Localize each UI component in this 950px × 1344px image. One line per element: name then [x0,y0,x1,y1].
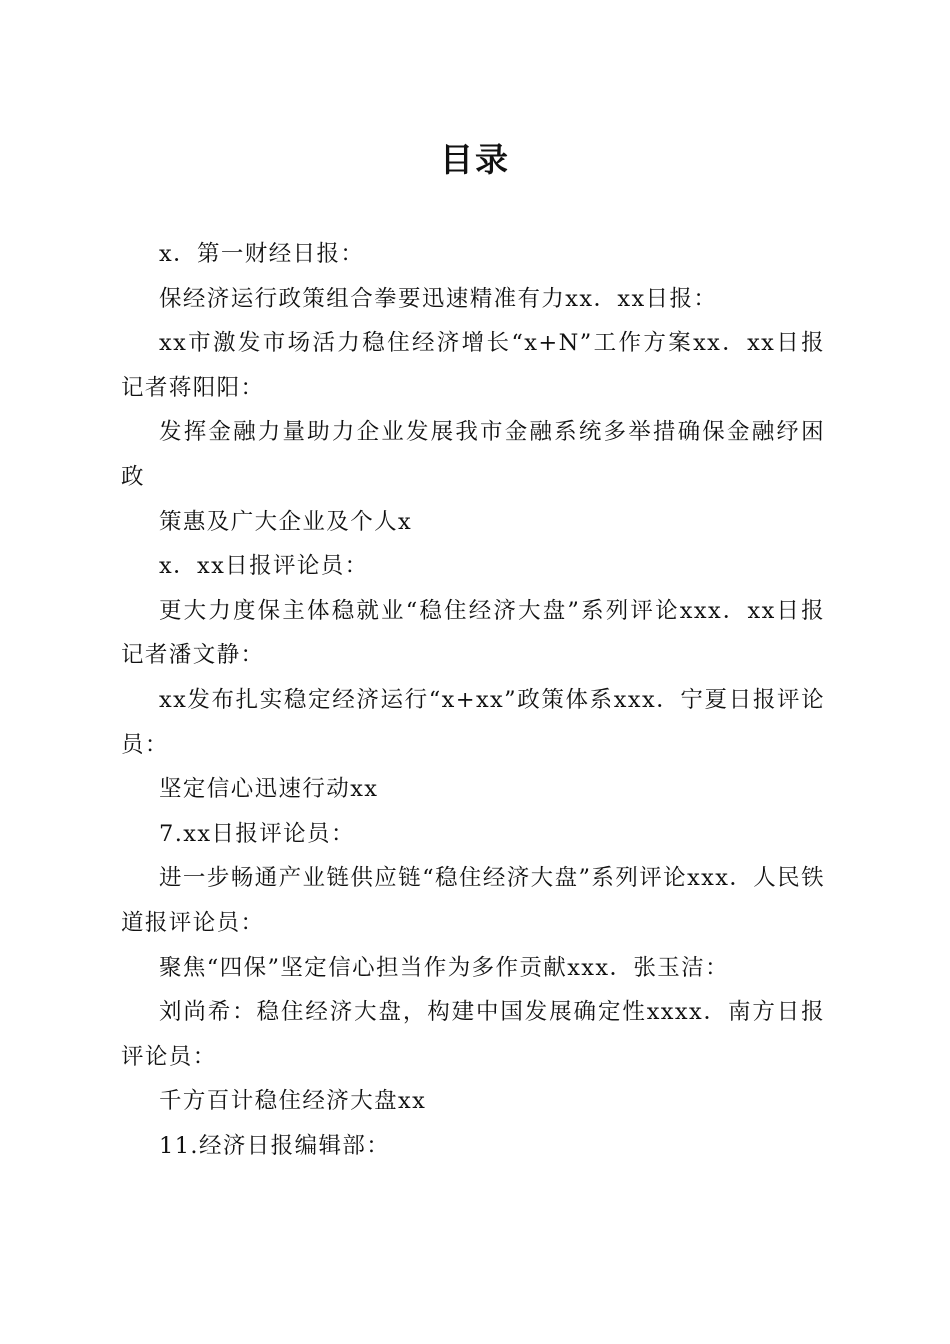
toc-entry: xx市激发市场活力稳住经济增长“x+N”工作方案xx．xx日报记者蒋阳阳： [121,330,825,401]
toc-entry: x．第一财经日报： [159,241,365,267]
toc-entry: 发挥金融力量助力企业发展我市金融系统多举措确保金融纾困政 [121,419,825,490]
toc-entry: 11.经济日报编辑部： [159,1132,391,1159]
toc-entry: 聚焦“四保”坚定信心担当作为多作贡献xxx．张玉洁： [159,954,729,981]
toc-entry: 7.xx日报评论员： [159,820,355,847]
toc-entry: 进一步畅通产业链供应链“稳住经济大盘”系列评论xxx．人民铁道报评论员： [121,865,825,936]
toc-entry: 更大力度保主体稳就业“稳住经济大盘”系列评论xxx．xx日报记者潘文静： [121,597,825,669]
toc-entry: xx发布扎实稳定经济运行“x+xx”政策体系xxx．宁夏日报评论员： [121,686,825,758]
toc-entry: 坚定信心迅速行动xx [159,776,379,803]
toc-entry: 策惠及广大企业及个人x [159,508,413,535]
page-title: 目录 [440,140,510,179]
toc-entry: 千方百计稳住经济大盘xx [159,1088,427,1115]
toc-entry: 保经济运行政策组合拳要迅速精准有力xx．xx日报： [159,285,718,312]
toc-list [121,232,825,1168]
toc-entry: 刘尚希：稳住经济大盘，构建中国发展确定性xxxx．南方日报评论员： [121,999,825,1070]
toc-entry: x．xx日报评论员： [159,553,369,580]
